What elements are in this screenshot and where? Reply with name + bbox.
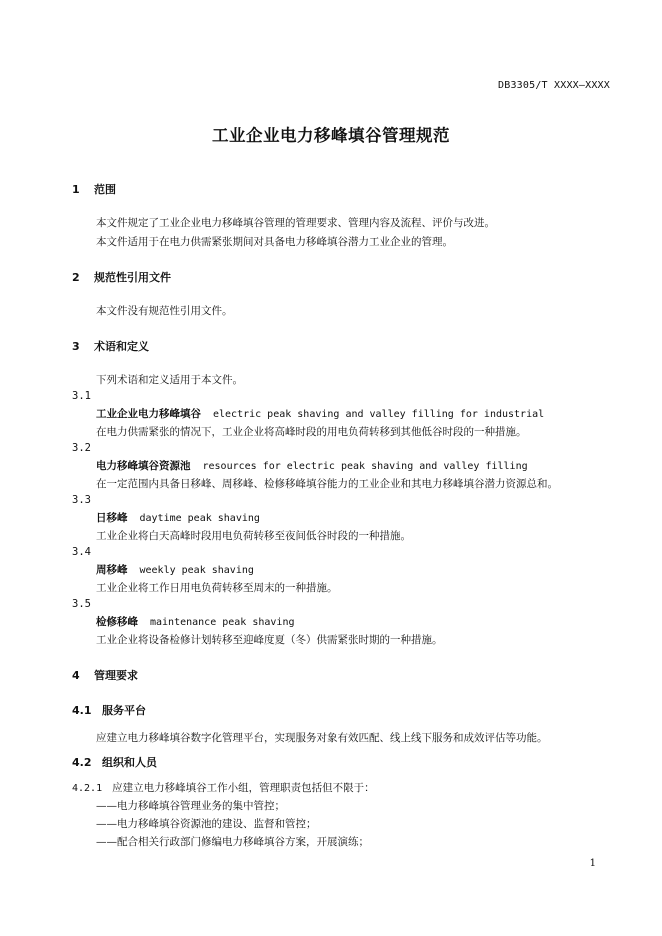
term-number: 3.1 (72, 390, 91, 402)
paragraph: 本文件没有规范性引用文件。 (96, 305, 233, 317)
term-en: electric peak shaving and valley filling for industrial (213, 409, 545, 420)
subsection-title: 服务平台 (102, 704, 146, 717)
term-definition: 在一定范围内具备日移峰、周移峰、检修移峰填谷能力的工业企业和其电力移峰填谷潜力资源总和。 (96, 478, 558, 490)
subsection-title: 组织和人员 (102, 756, 157, 769)
subsection-heading-service-platform (72, 702, 146, 718)
term-entry (96, 406, 544, 421)
term-en: maintenance peak shaving (150, 617, 295, 628)
term-en: weekly peak shaving (139, 565, 254, 576)
section-title: 术语和定义 (94, 340, 149, 353)
term-entry (96, 510, 260, 525)
term-definition: 工业企业将白天高峰时段用电负荷转移至夜间低谷时段的一种措施。 (96, 530, 411, 542)
section-heading-terms (72, 338, 149, 354)
term-zh: 工业企业电力移峰填谷 (96, 408, 201, 420)
paragraph: 应建立电力移峰填谷数字化管理平台，实现服务对象有效匹配、线上线下服务和成效评估等功能。 (96, 732, 548, 744)
section-number: 4 (72, 669, 80, 682)
section-number: 1 (72, 183, 80, 196)
term-number: 3.4 (72, 546, 91, 558)
list-item: ——电力移峰填谷资源池的建设、监督和管控； (96, 818, 317, 830)
section-title: 管理要求 (94, 669, 138, 682)
subsection-number: 4.1 (72, 704, 92, 717)
term-zh: 周移峰 (96, 564, 128, 576)
clause-number: 4.2.1 (72, 783, 103, 794)
term-en: daytime peak shaving (139, 513, 260, 524)
term-definition: 在电力供需紧张的情况下，工业企业将高峰时段的用电负荷转移到其他低谷时段的一种措施。 (96, 426, 527, 438)
term-definition: 工业企业将设备检修计划转移至迎峰度夏（冬）供需紧张时期的一种措施。 (96, 634, 443, 646)
term-definition: 工业企业将工作日用电负荷转移至周末的一种措施。 (96, 582, 338, 594)
section-heading-scope (72, 181, 116, 197)
section-number: 3 (72, 340, 80, 353)
section-title: 规范性引用文件 (94, 271, 171, 284)
subsection-heading-organization (72, 754, 157, 770)
paragraph: 本文件适用于在电力供需紧张期间对具备电力移峰填谷潜力工业企业的管理。 (96, 236, 453, 248)
term-entry (96, 458, 528, 473)
subsection-number: 4.2 (72, 756, 92, 769)
clause-4-2-1 (72, 780, 375, 795)
section-heading-management-requirements (72, 667, 138, 683)
term-entry (96, 562, 254, 577)
term-number: 3.3 (72, 494, 91, 506)
page-number: 1 (589, 858, 596, 869)
term-entry (96, 614, 295, 629)
list-item: ——电力移峰填谷管理业务的集中管控； (96, 800, 285, 812)
paragraph: 本文件规定了工业企业电力移峰填谷管理的管理要求、管理内容及流程、评价与改进。 (96, 217, 495, 229)
section-title: 范围 (94, 183, 116, 196)
term-zh: 电力移峰填谷资源池 (96, 460, 191, 472)
document-code: DB3305/T XXXX—XXXX (498, 80, 610, 91)
section-number: 2 (72, 271, 80, 284)
list-item: ——配合相关行政部门修编电力移峰填谷方案，开展演练； (96, 836, 369, 848)
term-number: 3.2 (72, 442, 91, 454)
term-zh: 检修移峰 (96, 616, 138, 628)
clause-text: 应建立电力移峰填谷工作小组，管理职责包括但不限于： (112, 782, 375, 794)
document-title: 工业企业电力移峰填谷管理规范 (212, 126, 450, 145)
term-number: 3.5 (72, 598, 91, 610)
term-zh: 日移峰 (96, 512, 128, 524)
section-heading-normative-references (72, 269, 171, 285)
paragraph: 下列术语和定义适用于本文件。 (96, 374, 243, 386)
term-en: resources for electric peak shaving and valley filling (202, 461, 528, 472)
